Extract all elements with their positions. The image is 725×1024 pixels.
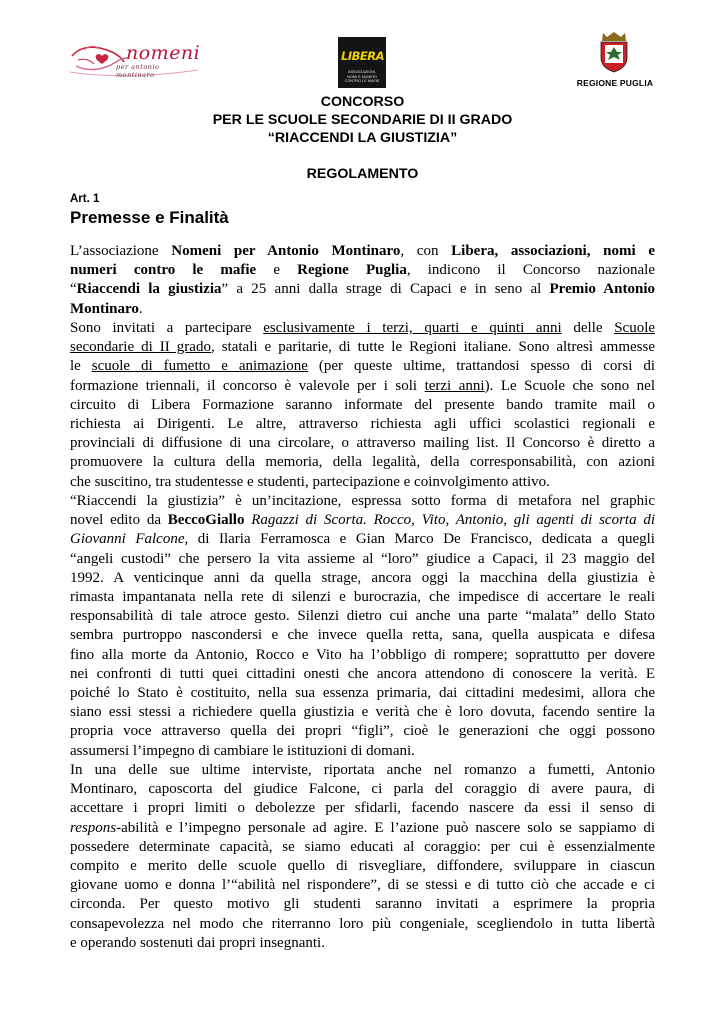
text-line: numeri contro le mafie e Regione Puglia, indicono il Concorso nazionale [70,262,656,279]
text-line: 1992. A venticinque anni da quella strage, ancora oggi la macchina della giustizia è [70,569,655,586]
regione-puglia-label: REGIONE PUGLIA [576,78,654,88]
text-line: “Riaccendi la giustizia” a 25 anni dalla strage di Capaci e in seno al Premio Antonio [70,281,655,298]
text-line: possedere determinate capacità, se siamo educati al coraggio: per cui è essenzialmente [70,838,655,855]
contest-target: PER LE SCUOLE SECONDARIE DI II GRADO [212,112,513,128]
article-number: Art. 1 [70,193,100,205]
text-line: siano essi stessi a richiedere quella giustizia e verità che è loro dovuta, facendo sentire la [70,704,655,721]
text-line: consapevolezza nel modo che riterranno loro più congeniale, scegliendolo in tutta libertà [70,915,655,932]
text-line: e operando sostenuti dai propri insegnanti. [70,934,325,951]
text-line: sembra purtroppo nascondersi e che invece quella retta, sana, quella auspicata e difesa [70,627,655,644]
text-line: promuovere la cultura della memoria, della legalità, della corresponsabilità, con azioni [70,454,655,471]
text-line: giovane uomo e donna l’“abilità nel rispondere”, di se stessi e di tutto ciò che accade e ci [70,877,655,894]
text-line: compito e merito delle scuole quello di risvegliare, diffondere, sviluppare in ciascun [70,858,655,874]
text-line: “angeli custodi” che persero la vita assieme al “loro” giudice a Capaci, il 23 maggio del [70,550,655,567]
text-line: richiesta ai Dirigenti. Le altre, attraverso richiesta agli uffici scolastici regionali e [70,415,655,432]
text-line: “Riaccendi la giustizia” è un’incitazione, espressa sotto forma di metafora nel graphic [70,492,655,509]
text-line: Giovanni Falcone, di Ilaria Ferramosca e Gian Marco De Francisco, dedicata a quegli [70,531,655,548]
text-line: secondarie di II grado, statali e paritarie, di tutte le Regioni italiane. Sono altresì ammesse [70,339,655,356]
regolamento-heading: REGOLAMENTO [306,166,419,182]
paragraph-riaccendi [70,492,655,761]
text-line: provinciali di diffusione di una circolare, o attraverso mailing list. Il Concorso è diretto a [70,435,655,452]
regolamento-body [70,242,655,953]
contest-title: CONCORSO [320,94,405,110]
text-line: responsabilità di tale atroce gesto. Silenzi dietro cui anche una parte “malata” dello Stato [70,608,655,625]
text-line: fino alla morte da Antonio, Rocco e Vito ha l’obbligo di rompere; soprattutto per dovere [70,646,655,663]
regione-puglia-coat-of-arms-icon [596,30,632,74]
contest-name: “RIACCENDI LA GIUSTIZIA” [267,130,458,146]
text-line: rimasta impantanata nella rete di silenzi e burocrazia, che impedisce di accertare le reali [70,588,655,605]
nomeni-logo-word: nomeni [126,42,201,64]
text-line: circuito di Libera Formazione saranno informate del presente bando tramite mail o [70,396,655,413]
nomeni-logo [68,36,200,80]
text-line: nei confronti di tutti quei cittadini onesti che ancora attendono di conoscere la verità. E [70,665,655,682]
text-line: propria voce attraverso quella dei propri “figli”, cioè le generazioni che oggi possono [70,723,655,740]
text-line: accettare i propri limiti o debolezze per sfidarli, facendo nascere da essi il senso di [70,800,655,817]
text-line: novel edito da BeccoGiallo Ragazzi di Scorta. Rocco, Vito, Antonio, gli agenti di scorta di [70,512,656,529]
text-line: circonda. Per questo motivo gli studenti saranno invitati a esprimere la propria [70,896,655,913]
paragraph-destinatari [70,319,655,492]
text-line: L’associazione Nomeni per Antonio Montinaro, con Libera, associazioni, nomi e [70,243,655,259]
libera-logo [338,37,386,88]
libera-logo-subtitle: ASSOCIAZIONI, NOMI E NUMERI CONTRO LE MAFIE [344,70,380,84]
text-line: In una delle sue ultime interviste, riportata anche nel romanzo a fumetti, Antonio [70,761,655,778]
text-line: respons-abilità e l’impegno personale ad agire. E l’azione può nascere solo se sappiamo di [70,819,655,836]
section-title: Premesse e Finalità [70,208,229,227]
text-line: che suscitino, tra studentesse e studenti, partecipazione e coinvolgimento attivo. [70,473,550,490]
text-line: le scuole di fumetto e animazione (per queste ultime, trattandosi spesso di corsi di [70,358,656,375]
paragraph-montinaro [70,761,655,953]
text-line: poiché lo Stato è costituito, nella sua essenza primaria, dai cittadini medesimi, allora che [70,685,655,702]
nomeni-logo-subtitle: per antonio montinaro [116,63,160,79]
text-line: Sono invitati a partecipare esclusivamente i terzi, quarti e quinti anni delle Scuole [70,319,656,336]
text-line: formazione triennali, il concorso è valevole per i soli terzi anni). Le Scuole che sono nel [70,377,655,394]
text-line: assumersi l’impegno di cambiare le istituzioni di domani. [70,742,415,759]
paragraph-premesse [70,242,655,319]
text-line: Montinaro. [70,300,143,317]
text-line: Montinaro, caposcorta del giudice Falcone, ci parla del coraggio di avere paura, di [70,781,655,798]
libera-logo-word: LIBERA [341,49,384,63]
